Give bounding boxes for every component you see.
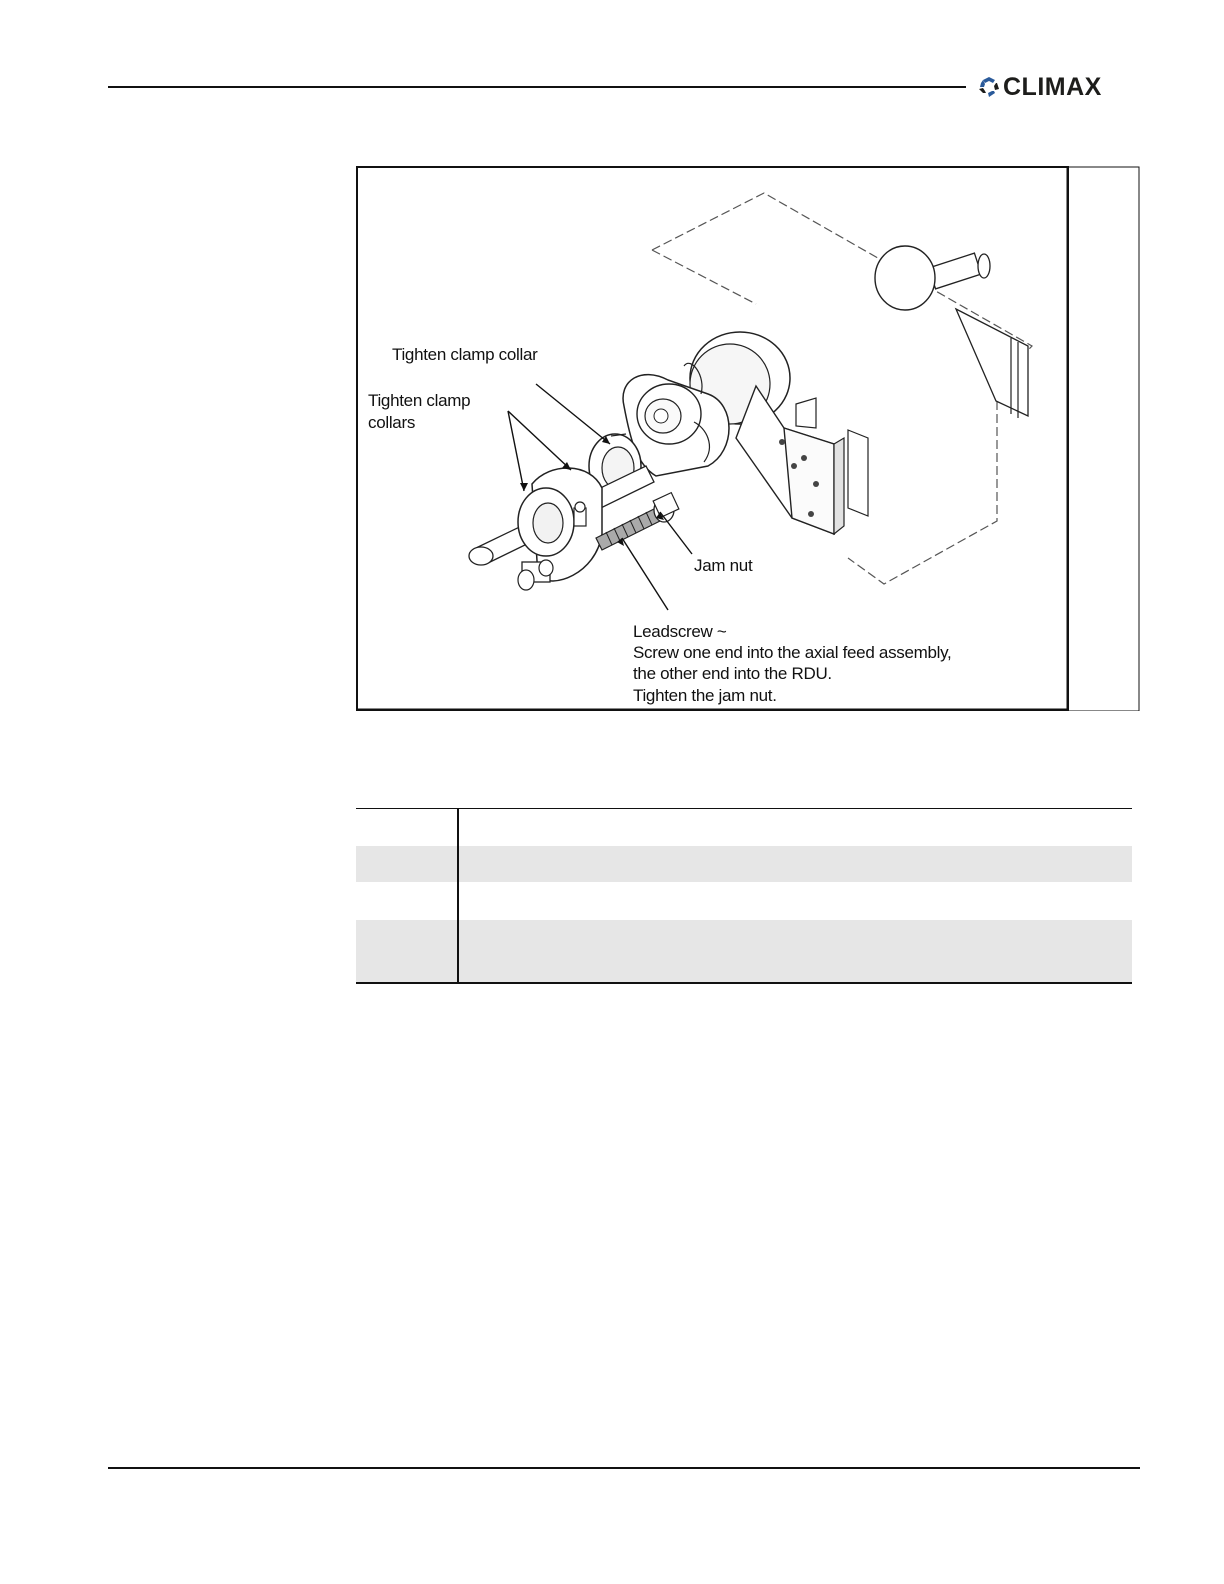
table-column-rule — [457, 808, 459, 983]
label-leadscrew-4: Tighten the jam nut. — [633, 686, 777, 705]
climax-logo-icon — [978, 76, 1000, 98]
label-jam-nut: Jam nut — [694, 556, 753, 575]
table-bottom-rule — [356, 982, 1132, 984]
leadscrew-assembly-figure — [356, 166, 1140, 711]
label-leadscrew-2: Screw one end into the axial feed assembly, — [633, 643, 952, 662]
label-tighten-clamp-collars-1: Tighten clamp — [368, 391, 471, 410]
table-row — [356, 882, 1132, 920]
label-leadscrew-3: the other end into the RDU. — [633, 664, 832, 683]
brand-name: CLIMAX — [1003, 73, 1102, 101]
leadscrew-assembly-illustration — [356, 166, 1140, 711]
footer-rule — [108, 1467, 1140, 1469]
specs-table — [356, 808, 1132, 983]
table-row — [356, 809, 1132, 846]
label-leadscrew-1: Leadscrew ~ — [633, 622, 727, 641]
logo — [978, 74, 1140, 100]
label-tighten-clamp-collar: Tighten clamp collar — [392, 345, 538, 364]
header-rule — [108, 86, 966, 88]
label-tighten-clamp-collars-2: collars — [368, 413, 416, 432]
table-row — [356, 846, 1132, 882]
table-row — [356, 920, 1132, 982]
